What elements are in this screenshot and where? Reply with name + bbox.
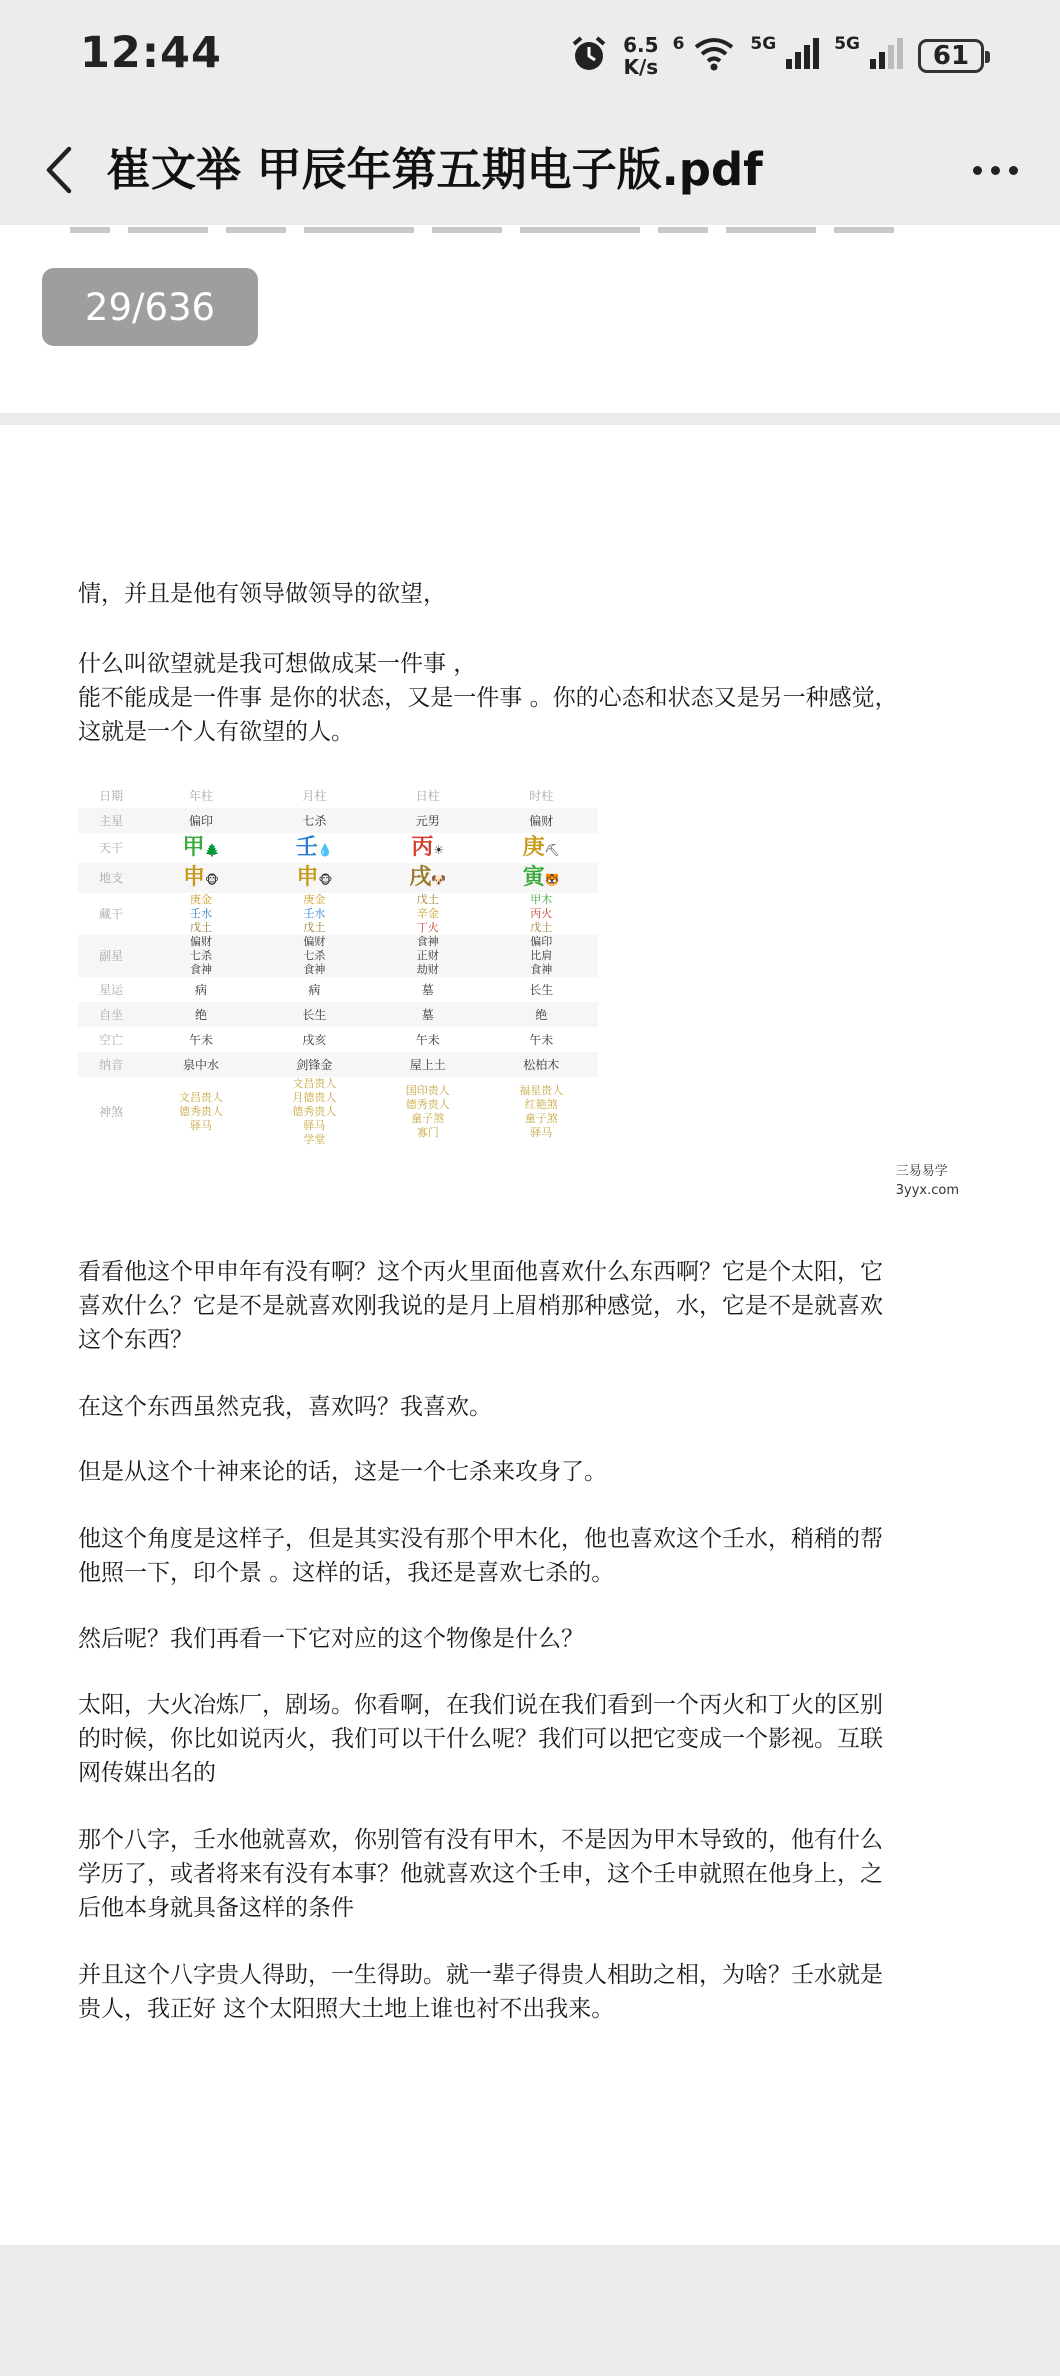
pdf-page[interactable] xyxy=(0,425,1060,2245)
chart-cell-line: 壬水 xyxy=(303,907,326,920)
back-arrow-icon xyxy=(43,145,73,195)
chart-cell-line: 比肩 xyxy=(530,949,553,962)
chart-cell: 午未 xyxy=(529,1032,554,1047)
chart-row xyxy=(78,935,598,977)
status-icons xyxy=(569,30,984,82)
page-indicator: 29/636 xyxy=(42,268,258,346)
ganzhi-character: 戌 xyxy=(409,865,432,890)
bazi-table xyxy=(78,783,598,1147)
chart-cell-line: 食神 xyxy=(189,963,212,976)
chart-cell-line: 庚金 xyxy=(189,893,212,906)
chart-row xyxy=(78,977,598,1002)
chart-cell xyxy=(485,1077,598,1147)
battery-icon xyxy=(918,39,984,73)
chart-cell: 午未 xyxy=(188,1032,213,1047)
chart-cell-line: 壬水 xyxy=(189,907,212,920)
chart-row xyxy=(78,1027,598,1052)
chart-cell: 偏财 xyxy=(485,808,598,833)
element-icon: ☀ xyxy=(433,843,445,857)
chart-cell xyxy=(258,893,371,935)
chart-cell: 午未 xyxy=(415,1032,440,1047)
sim1-label: 5G xyxy=(750,34,777,54)
ganzhi-character: 申 xyxy=(183,865,206,890)
chart-row xyxy=(78,833,598,863)
chart-cell xyxy=(371,1077,484,1147)
more-dot-icon xyxy=(973,166,982,175)
wifi-icon xyxy=(692,35,736,77)
chart-cell-line: 七杀 xyxy=(189,949,212,962)
signal-icon xyxy=(784,37,820,75)
chart-cell-line: 正财 xyxy=(416,949,439,962)
chart-cell xyxy=(144,1077,257,1147)
chart-cell-line: 食神 xyxy=(530,963,553,976)
chart-row-label: 空亡 xyxy=(99,1032,124,1047)
chart-cell-line: 文昌贵人 xyxy=(292,1077,337,1090)
chart-row-label: 神煞 xyxy=(99,1105,124,1119)
chart-cell: 绝 xyxy=(485,1002,598,1027)
chart-cell-line: 德秀贵人 xyxy=(178,1105,223,1118)
chart-cell xyxy=(144,863,257,893)
chart-cell xyxy=(485,893,598,935)
paragraph: 然后呢？我们再看一下它对应的这个物像是什么？ xyxy=(78,1626,584,1652)
element-icon: 🐵 xyxy=(318,873,333,887)
chart-cell: 戌亥 xyxy=(302,1032,327,1047)
chart-cell xyxy=(371,863,484,893)
chart-cell-line: 童子煞 xyxy=(411,1112,445,1125)
chart-cell-line: 德秀贵人 xyxy=(405,1098,450,1111)
chart-cell-line: 食神 xyxy=(303,963,326,976)
paragraph: 并且这个八字贵人得助，一生得助。就一辈子得贵人相助之相，为啥？壬水就是 贵人，我正好 这个太阳照大土地上谁也衬不出我来。 xyxy=(78,1962,883,2022)
chart-row-label: 副星 xyxy=(78,935,144,977)
chart-row xyxy=(78,783,598,808)
chart-row xyxy=(78,1002,598,1027)
chart-cell-line: 甲木 xyxy=(530,893,553,906)
network-speed xyxy=(623,34,658,78)
chart-cell-line: 偏财 xyxy=(189,935,212,948)
chart-cell: 年柱 xyxy=(188,788,213,803)
chart-row xyxy=(78,893,598,935)
chart-cell: 日柱 xyxy=(415,788,440,803)
element-icon: 🌲 xyxy=(204,843,220,857)
brand-name: 三易易学 xyxy=(895,1164,948,1179)
ganzhi-character: 庚 xyxy=(522,835,545,860)
chart-row-label: 主星 xyxy=(78,808,144,833)
chart-cell: 元男 xyxy=(371,808,484,833)
chart-cell xyxy=(144,833,257,863)
element-icon: 🐵 xyxy=(205,873,219,887)
chart-cell-line: 驿马 xyxy=(189,1119,212,1132)
paragraph: 什么叫欲望就是我可想做成某一件事 ， 能不能成是一件事 是你的状态，又是一件事 。你的心态和状态又是另一种感觉， 这就是一个人有欲望的人。 xyxy=(78,651,898,745)
net-speed-unit: K/s xyxy=(623,55,659,79)
ganzhi-character: 寅 xyxy=(522,865,545,890)
chart-cell xyxy=(485,863,598,893)
paragraph: 在这个东西虽然克我，喜欢吗？我喜欢。 xyxy=(78,1394,492,1420)
alarm-icon xyxy=(569,34,609,78)
document-title: 崔文举 甲辰年第五期电子版.pdf xyxy=(106,143,763,196)
brand-url: 3yyx.com xyxy=(895,1183,959,1198)
paragraph: 但是从这个十神来论的话，这是一个七杀来攻身了。 xyxy=(78,1459,607,1485)
chart-cell xyxy=(371,893,484,935)
signal-icon xyxy=(868,37,904,75)
title-bar xyxy=(0,115,1060,225)
chart-cell: 墓 xyxy=(371,1002,484,1027)
battery-level: 61 xyxy=(932,41,970,71)
chart-cell-line: 学堂 xyxy=(303,1133,326,1146)
chart-cell-line: 驿马 xyxy=(530,1126,553,1139)
chart-cell: 剑锋金 xyxy=(258,1052,371,1077)
element-icon: ⛏ xyxy=(544,843,560,857)
sim2-label: 5G xyxy=(834,34,860,54)
chart-row xyxy=(78,808,598,833)
chart-cell xyxy=(258,833,371,863)
chart-row-label: 纳音 xyxy=(78,1052,144,1077)
paragraph: 情，并且是他有领导做领导的欲望， xyxy=(78,581,446,607)
chart-cell-line: 辛金 xyxy=(416,907,439,920)
chart-cell-line: 偏财 xyxy=(303,935,326,948)
ganzhi-character: 壬 xyxy=(295,835,318,860)
chart-cell-line: 红艳煞 xyxy=(524,1098,558,1111)
element-icon: 💧 xyxy=(317,843,333,857)
more-dot-icon xyxy=(1009,166,1018,175)
chart-cell-line: 七杀 xyxy=(303,949,326,962)
chart-cell xyxy=(485,935,598,977)
chart-cell-line: 戊土 xyxy=(303,921,326,934)
chart-cell-line: 文昌贵人 xyxy=(178,1091,223,1104)
element-icon: 🐯 xyxy=(544,873,560,887)
chart-cell-line: 劫财 xyxy=(416,963,439,976)
chart-cell: 墓 xyxy=(421,982,434,997)
chart-cell: 时柱 xyxy=(529,788,554,803)
chart-cell xyxy=(144,893,257,935)
chart-cell-line: 食神 xyxy=(416,935,439,948)
chart-cell-line: 寡门 xyxy=(416,1126,439,1139)
back-button[interactable] xyxy=(28,137,88,203)
chart-cell: 偏印 xyxy=(144,808,257,833)
chart-row-label: 星运 xyxy=(99,982,124,997)
net-speed-value: 6.5 xyxy=(623,33,659,57)
chart-cell: 长生 xyxy=(529,982,554,997)
more-options-button[interactable] xyxy=(950,137,1040,203)
chart-cell-line: 丁火 xyxy=(416,921,439,934)
chart-row-label: 日期 xyxy=(99,788,124,803)
chart-cell xyxy=(371,833,484,863)
chart-cell-line: 月德贵人 xyxy=(292,1091,337,1104)
chart-cell: 绝 xyxy=(144,1002,257,1027)
chart-cell-line: 童子煞 xyxy=(524,1112,558,1125)
chart-cell-line: 戊土 xyxy=(530,921,553,934)
more-dot-icon xyxy=(991,166,1000,175)
wifi-label: 6 xyxy=(672,34,685,54)
chart-cell xyxy=(485,833,598,863)
chart-cell xyxy=(258,935,371,977)
chart-cell-line: 福星贵人 xyxy=(519,1084,564,1097)
chart-cell-line: 庚金 xyxy=(303,893,326,906)
status-bar xyxy=(0,0,1060,115)
paragraph: 那个八字，壬水他就喜欢，你别管有没有甲木，不是因为甲木导致的，他有什么 学历了，或者将来有没有本事？他就喜欢这个壬申，这个壬申就照在他身上，之 后他本身就具备这样的条件 xyxy=(78,1827,883,1921)
chart-row-label: 地支 xyxy=(78,863,144,893)
chart-cell-line: 丙火 xyxy=(530,907,553,920)
paragraph: 太阳，大火冶炼厂，剧场。你看啊，在我们说在我们看到一个丙火和丁火的区别 的时候，你比如说丙火，我们可以干什么呢？我们可以把它变成一个影视。互联 网传媒出名的 xyxy=(78,1692,883,1786)
chart-row-label: 天干 xyxy=(99,841,124,855)
chart-cell: 长生 xyxy=(258,1002,371,1027)
chart-cell-line: 驿马 xyxy=(303,1119,326,1132)
chart-cell: 月柱 xyxy=(302,788,327,803)
chart-cell: 病 xyxy=(194,982,207,997)
chart-cell xyxy=(144,935,257,977)
chart-row xyxy=(78,863,598,893)
ganzhi-character: 甲 xyxy=(182,835,205,860)
chart-row xyxy=(78,1077,598,1147)
paragraph: 他这个角度是这样子，但是其实没有那个甲木化，他也喜欢这个壬水，稍稍的帮 他照一下，印个景 。这样的话，我还是喜欢七杀的。 xyxy=(78,1526,883,1586)
chart-cell xyxy=(371,935,484,977)
chart-cell-line: 国印贵人 xyxy=(405,1084,450,1097)
chart-cell xyxy=(258,1077,371,1147)
chart-cell-line: 德秀贵人 xyxy=(292,1105,337,1118)
paragraph: 看看他这个甲申年有没有啊？这个丙火里面他喜欢什么东西啊？它是个太阳，它 喜欢什么？它是不是就喜欢刚我说的是月上眉梢那种感觉，水，它是不是就喜欢 这个东西？ xyxy=(78,1259,883,1353)
chart-cell: 屋上土 xyxy=(371,1052,484,1077)
cropped-text-line xyxy=(70,225,970,239)
ganzhi-character: 丙 xyxy=(411,835,434,860)
chart-cell xyxy=(258,863,371,893)
ganzhi-character: 申 xyxy=(296,865,319,890)
chart-cell: 七杀 xyxy=(258,808,371,833)
chart-cell-line: 戊土 xyxy=(189,921,212,934)
chart-watermark xyxy=(896,1162,959,1200)
chart-cell: 松柏木 xyxy=(485,1052,598,1077)
element-icon: 🐶 xyxy=(431,873,447,887)
chart-row-label: 藏干 xyxy=(99,907,124,921)
chart-cell: 病 xyxy=(308,982,321,997)
clock: 12:44 xyxy=(80,28,222,78)
chart-cell-line: 戊土 xyxy=(416,893,439,906)
chart-row-label: 自坐 xyxy=(78,1002,144,1027)
chart-cell: 泉中水 xyxy=(144,1052,257,1077)
chart-row xyxy=(78,1052,598,1077)
chart-cell-line: 偏印 xyxy=(530,935,553,948)
bazi-chart-image xyxy=(72,777,967,1229)
